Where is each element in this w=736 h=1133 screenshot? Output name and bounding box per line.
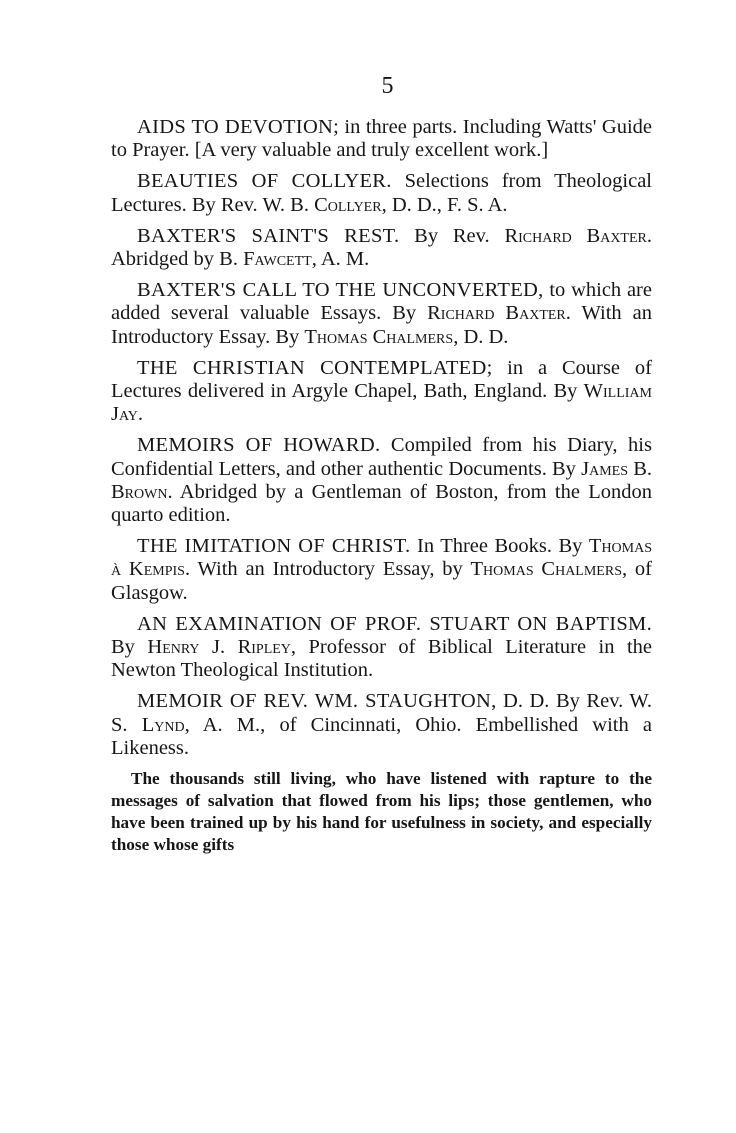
entry-text: ; in a Course of Lectures delivered in Argyle Chapel, Bath, England. By bbox=[111, 356, 652, 403]
entry-memoirs-of-howard bbox=[111, 434, 652, 527]
entry-title: THE IMITATION OF CHRIST. bbox=[137, 535, 411, 558]
entry-text: ; in three parts. Including Watts' Guide to Prayer. [A very valuable and truly excellent work.] bbox=[111, 116, 652, 162]
entry-text: J. bbox=[199, 636, 238, 659]
entry-text: . With an Introductory Essay, by bbox=[184, 558, 471, 581]
entry-text: Compiled from his Diary, his Confidential Letters, and other authentic Documents. By bbox=[111, 434, 652, 480]
entry-author: Richard Baxter bbox=[427, 302, 566, 325]
entry-text: B. bbox=[628, 457, 652, 480]
entry-baxters-saints-rest bbox=[111, 225, 652, 271]
entry-title: BAXTER'S CALL TO THE UNCONVERTED, bbox=[137, 279, 544, 302]
entry-text: Selections from Theological Lectures. By Rev. W. B. bbox=[111, 170, 652, 216]
entry-author: Thomas à Kempis bbox=[111, 535, 653, 581]
entry-author: Thomas Chalmers bbox=[470, 558, 622, 581]
entry-author: Collyer bbox=[314, 193, 382, 216]
entry-memoir-of-staughton bbox=[111, 690, 652, 760]
entry-text: . With an Introductory Essay. By bbox=[111, 302, 652, 348]
book-page bbox=[111, 66, 652, 856]
entry-author: Richard Baxter bbox=[504, 224, 647, 247]
entry-text: , Professor of Biblical Literature in the Newton Theological Institution. bbox=[111, 636, 653, 682]
entry-title: BAXTER'S SAINT'S REST. bbox=[137, 224, 400, 247]
entry-author: Henry bbox=[147, 636, 200, 659]
entry-imitation-of-christ bbox=[111, 535, 652, 605]
entry-text: to which are added several valuable Essays. By bbox=[111, 279, 652, 325]
entry-title: AN EXAMINATION OF PROF. STUART ON BAPTISM. bbox=[137, 612, 652, 635]
entry-author: Ripley bbox=[237, 636, 291, 659]
entry-aids-to-devotion bbox=[111, 116, 652, 162]
entry-text: . bbox=[137, 403, 144, 426]
entry-text: . Abridged by a Gentleman of Boston, from the London quarto edition. bbox=[111, 480, 652, 527]
entry-text: , A. M., of Cincinnati, Ohio. Embellished with a Likeness. bbox=[111, 713, 653, 759]
entry-text: , A. M. bbox=[311, 248, 370, 271]
entry-text: In Three Books. By bbox=[410, 535, 589, 558]
entry-baxters-call bbox=[111, 279, 652, 349]
entry-text: , of Glasgow. bbox=[111, 558, 652, 604]
entry-examination-of-stuart bbox=[111, 613, 652, 683]
entry-title: MEMOIRS OF HOWARD. bbox=[137, 434, 381, 457]
entry-title: THE CHRISTIAN CONTEMPLATED bbox=[137, 356, 487, 379]
entry-text: D. D. By Rev. W. S. bbox=[111, 690, 652, 736]
entry-title: MEMOIR OF REV. WM. STAUGHTON, bbox=[137, 690, 497, 713]
entry-title: BEAUTIES OF COLLYER. bbox=[137, 170, 392, 193]
staughton-note: The thousands still living, who have listened with rapture to the messages of salvation that flowed from his lips; those gentlemen, who have been trained up by his hand for usefulness in society, and especially those whose gifts bbox=[111, 769, 652, 855]
entry-christian-contemplated bbox=[111, 357, 652, 427]
entry-author: James bbox=[581, 457, 628, 480]
entry-author: Thomas Chalmers bbox=[304, 325, 454, 348]
entry-author: William Jay bbox=[111, 380, 652, 426]
entry-text: , D. D. bbox=[453, 325, 509, 348]
entry-text: , D. D., F. S. A. bbox=[381, 193, 508, 216]
entry-author: Lynd bbox=[141, 713, 185, 736]
entry-title: AIDS TO DEVOTION bbox=[137, 116, 334, 138]
entry-text: By bbox=[111, 636, 148, 659]
entry-text: . Abridged by B. bbox=[111, 224, 653, 271]
entry-text: By Rev. bbox=[399, 224, 505, 247]
entry-author: Brown bbox=[111, 480, 168, 503]
page-number: 5 bbox=[381, 73, 394, 99]
entry-author: Fawcett bbox=[243, 248, 312, 271]
entry-beauties-of-collyer bbox=[111, 170, 652, 216]
